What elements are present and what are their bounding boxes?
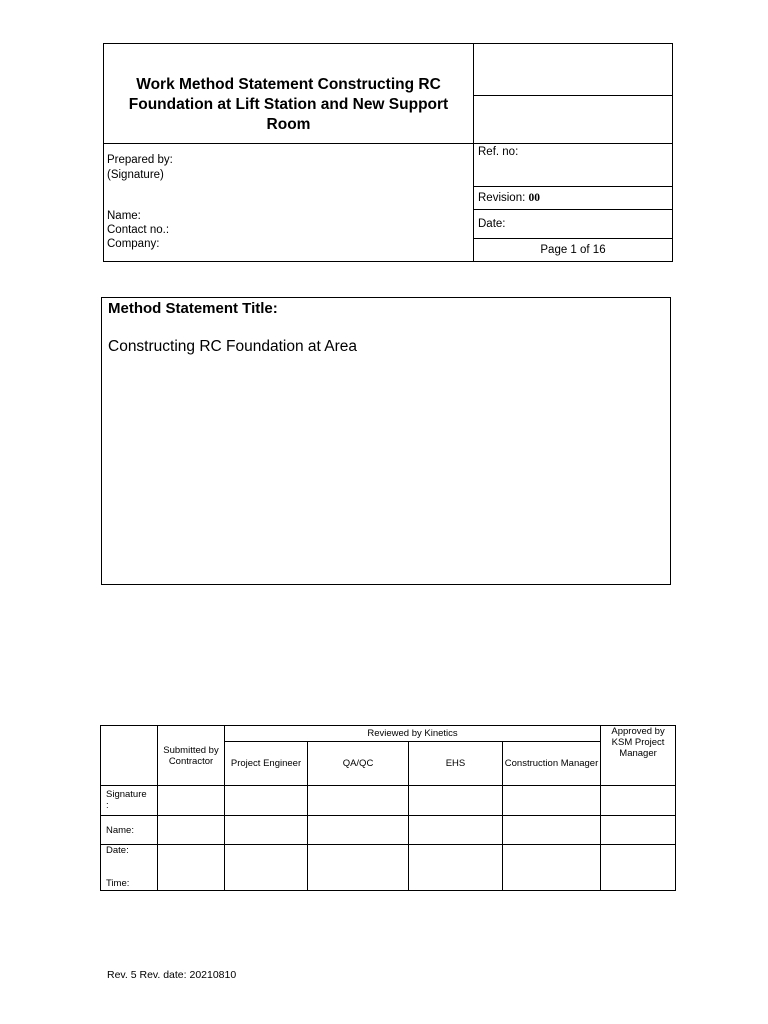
table-row <box>101 845 676 891</box>
page-number: Page 1 of 16 <box>540 244 606 256</box>
table-cell <box>409 845 503 891</box>
reviewed-by-header: Reviewed by Kinetics <box>225 726 601 742</box>
contact-label: Contact no.: <box>107 224 170 236</box>
revision-field <box>478 191 540 205</box>
col-project-engineer: Project Engineer <box>225 742 308 786</box>
date-time-row-label <box>101 845 158 891</box>
table-cell <box>409 816 503 845</box>
date-row-label: Date: <box>106 845 129 856</box>
prepared-by-label: Prepared by: <box>107 154 173 166</box>
header-divider <box>103 143 474 144</box>
revision-label: Revision: <box>478 192 526 204</box>
table-cell <box>225 845 308 891</box>
footer-revision: Rev. 5 Rev. date: 20210810 <box>107 969 237 981</box>
method-statement-heading: Method Statement Title: <box>108 300 278 317</box>
table-cell <box>308 845 409 891</box>
approval-table <box>100 725 676 891</box>
table-cell <box>601 845 676 891</box>
col-construction-manager: Construction Manager <box>503 742 601 786</box>
table-cell <box>308 816 409 845</box>
company-label: Company: <box>107 238 160 250</box>
document-title: Work Method Statement Constructing RC Foundation at Lift Station and New Support Room <box>128 76 449 133</box>
method-statement-value: Constructing RC Foundation at Area <box>108 338 357 355</box>
revision-value: 00 <box>528 192 541 204</box>
ref-no-label: Ref. no: <box>478 146 519 158</box>
table-cell <box>503 786 601 816</box>
table-cell <box>158 816 225 845</box>
signature-row-label: Signature : <box>101 786 158 816</box>
approved-by-header: Approved by KSM Project Manager <box>601 726 676 786</box>
header-divider <box>473 238 673 239</box>
table-cell <box>308 786 409 816</box>
col-qa-qc: QA/QC <box>308 742 409 786</box>
table-row <box>101 786 676 816</box>
table-cell <box>601 786 676 816</box>
table-cell <box>158 845 225 891</box>
table-corner-cell <box>101 726 158 786</box>
header-divider <box>473 95 673 96</box>
date-label: Date: <box>478 218 506 230</box>
header-divider <box>473 143 673 144</box>
table-cell <box>503 816 601 845</box>
name-label: Name: <box>107 210 141 222</box>
header-divider <box>473 186 673 187</box>
table-cell <box>409 786 503 816</box>
table-row <box>101 816 676 845</box>
table-cell <box>225 786 308 816</box>
signature-label: (Signature) <box>107 169 164 181</box>
table-cell <box>503 845 601 891</box>
table-cell <box>158 786 225 816</box>
table-cell <box>225 816 308 845</box>
header-divider <box>473 209 673 210</box>
submitted-by-header: Submitted by Contractor <box>158 726 225 786</box>
name-row-label: Name: <box>101 816 158 845</box>
table-cell <box>601 816 676 845</box>
col-ehs: EHS <box>409 742 503 786</box>
header-divider <box>473 43 474 262</box>
time-row-label: Time: <box>106 878 130 889</box>
